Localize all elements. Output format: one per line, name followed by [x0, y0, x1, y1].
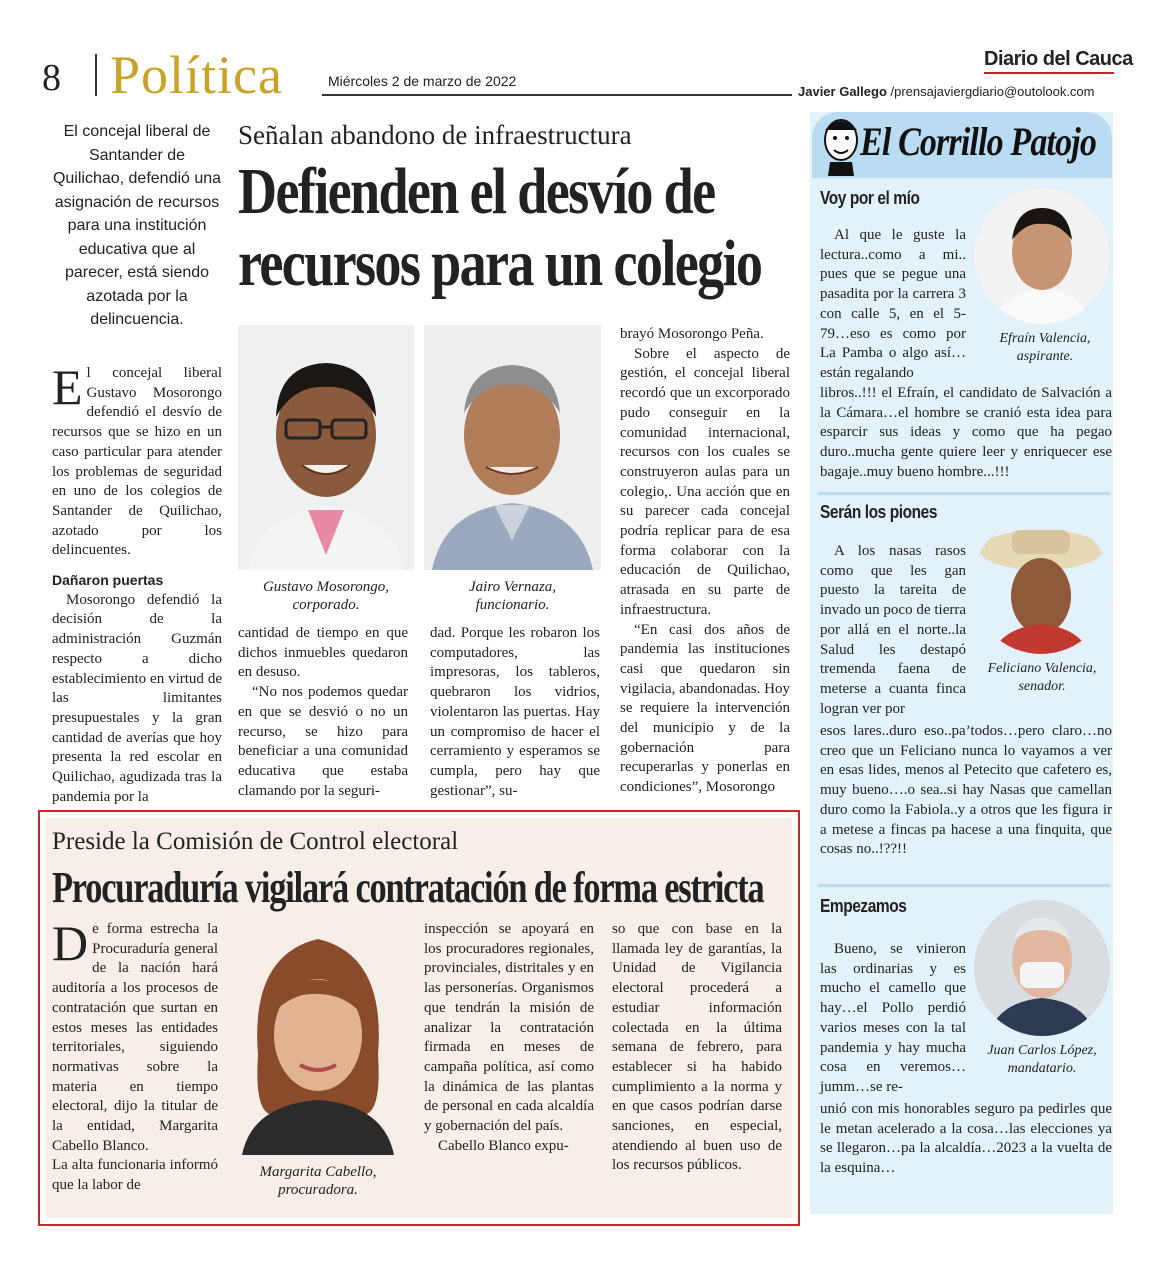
- story2-col1-p2: La alta funcionaria informó que la labor de: [52, 1157, 218, 1194]
- page-number: 8: [42, 57, 61, 99]
- story1-col2-p2: “No nos podemos quedar en que se desvió o no un recurso, se hizo para beneficiar a una comunidad educativa que estaba clamando por la seguri-: [238, 684, 408, 799]
- corrillo-item1-caption-role: aspirante.: [1016, 349, 1074, 364]
- photo-margarita-cabello: [232, 915, 404, 1155]
- story1-subhead: Dañaron puertas: [52, 572, 164, 589]
- corrillo-item2-caption-role: senador.: [1018, 679, 1066, 694]
- story2-col1-p1: e forma estrecha la Procuraduría general de la nación hará auditoría a los procesos de contratación que surtan en estos meses las entidades territoriales, siguiendo normativas sobre la materia en tiempo electoral, dijo la titular de la entidad, Margarita Cabello Blanco.: [52, 921, 218, 1154]
- photo2-caption: [424, 578, 601, 614]
- corrillo-item3-title: Empezamos: [820, 896, 907, 916]
- corrillo-item3-caption-role: mandatario.: [1007, 1061, 1077, 1076]
- corrillo-item1-text-b: libros..!!! el Efraín, el candidato de Salvación a la Cámara…el hombre se cranió esta idea para esparcir sus ideas y como que ha pegao duro..mucha gente quiere leer y enriquecer ese bagaje..muy bueno hombre...!!!: [820, 385, 1112, 480]
- story1-kicker: Señalan abandono de infraestructura: [238, 120, 632, 150]
- newspaper-name: Diario del Cauca: [984, 48, 1133, 70]
- story1-col4-p2: Sobre el aspecto de gestión, el concejal liberal recordó que un excorporado pudo conseguir en la comunidad internacional, recursos con los cuales se construyeron aulas para un colegio,. Una acción que en su parecer cada concejal podría replicar para de esa forma colaborar con la educación de Quilichao, atrasada en su parte de infraestructura.: [620, 345, 790, 618]
- photo1-caption-name: Gustavo Mosorongo,: [262, 579, 390, 595]
- header-rule: [322, 94, 792, 96]
- issue-date: Miércoles 2 de marzo de 2022: [328, 73, 517, 89]
- corrillo-item1-text-a: Al que le guste la lectura..como a mi.. pues que se pegue una pasadita por la carrera 3 con calle 5, en el 5-79…eso es como por La Pamba o algo así…están regalando: [820, 227, 966, 381]
- story2-caption-name: Margarita Cabello,: [259, 1164, 377, 1180]
- story1-headline-line1: Defienden el desvío de: [238, 155, 715, 228]
- corrillo-item1-caption-name: Efraín Valencia,: [999, 331, 1091, 346]
- story2-photo-caption: [232, 1163, 404, 1199]
- story1-col3-p1: dad. Porque les robaron los computadores, las impresoras, los tableros, quebraron los vidrios, violentaron las puertas. Hay un compromiso de hacer el cerramiento y esperamos se cumpla, pero hay que gestionar”, su-: [430, 625, 600, 799]
- photo-gustavo-mosorongo: [238, 325, 414, 570]
- corrillo-item2-caption: [974, 660, 1110, 696]
- corrillo-item1-title: Voy por el mío: [820, 188, 920, 208]
- story1-col4-p1: brayó Mosorongo Peña.: [620, 326, 764, 342]
- corrillo-item3-caption: [974, 1042, 1110, 1078]
- header-divider: [95, 54, 97, 96]
- story2-kicker: Preside la Comisión de Control electoral: [52, 828, 459, 855]
- story2-column-1: [52, 915, 218, 1196]
- story2-col3-p1: so que con base en la llamada ley de garantías, la Unidad de Vigilancia electoral procederá a estudiar información colectada en la última semana de febrero, para establecer si ha habido cumplimiento a la norma y en que casos podrían darse sanciones, en especial, atendiendo al buen uso de los recursos públicos.: [612, 921, 782, 1174]
- story1-headline: [238, 155, 762, 300]
- corrillo-item2-text-b: esos lares..duro eso..pa’todos…pero claro…no creo que un Feliciano nunca lo vayamos a ver en esas lides, menos al Petecito que cafetero es, muy bueno….o sea..si hay Nasas que camellan duro como la Fabiola..y a otros que les figura ir a metese a fincas pa hacese a una finquita, que cosas no..!??!!: [820, 723, 1112, 858]
- corrillo-divider-1: [818, 492, 1110, 495]
- corrillo-item1-caption: [990, 330, 1100, 366]
- corrillo-item2-caption-name: Feliciano Valencia,: [987, 661, 1097, 676]
- photo-juan-carlos-lopez: [974, 900, 1110, 1036]
- story1-headline-line2: recursos para un colegio: [238, 227, 762, 300]
- story2-column-2: [424, 920, 594, 1156]
- corrillo-item2-text-a: A los nasas rasos como que les gan puesto la tareita de invado un poco de tierra por allá en el norte..la Salud les destapó tremenda faena de meterse a cuanta finca logran ver por: [820, 543, 966, 717]
- author-name: Javier Gallego: [798, 84, 887, 99]
- photo-efrain-valencia: [974, 188, 1110, 324]
- story1-dropcap: E: [52, 359, 83, 415]
- portrait-jairo: [424, 325, 601, 570]
- corrillo-title: El Corrillo Patojo: [860, 119, 1096, 164]
- story1-column-4: [620, 325, 790, 798]
- photo-jairo-vernaza: [424, 325, 601, 570]
- story2-col2-p2: Cabello Blanco expu-: [438, 1137, 569, 1154]
- portrait-gustavo: [238, 325, 414, 570]
- photo2-caption-name: Jairo Vernaza,: [469, 579, 556, 595]
- story2-headline: Procuraduría vigilará contratación de forma estricta: [52, 863, 764, 912]
- story1-column-1: [52, 359, 222, 807]
- corrillo-divider-2: [818, 884, 1110, 887]
- corrillo-item3-text-b: unió con mis honorables seguro pa pedirles que le metan acelerado a la cosa…las elecciones ya se llegaron…pa la alcaldía…2023 a la vuelta de la esquina…: [820, 1101, 1112, 1177]
- photo1-caption-role: corporado.: [292, 597, 360, 613]
- corrillo-item3-text-a: Bueno, se vinieron las ordinarias y es mucho el camello que hay…el Pollo perdió varios meses con la tal pandemia y hay mucha cosa en veremos…jumm…se re-: [820, 941, 966, 1095]
- portrait-margarita: [232, 915, 404, 1155]
- story1-column-2: [238, 624, 408, 801]
- section-title: Política: [110, 45, 283, 105]
- photo-feliciano-valencia: [972, 516, 1110, 654]
- story1-col1-p2: Mosorongo defendió la decisión de la administración Guzmán respecto a dicho establecimiento en virtud de las limitantes presupuestales y la gran cantidad de averías que hoy presenta la red escolar en Quilichao, agudizada tras la pandemia por la: [52, 591, 222, 805]
- author-credit: [798, 84, 1095, 99]
- story2-col2-p1: inspección se apoyará en los procuradores regionales, provinciales, distritales y en las personerías. Organismos que tendrán la misión de analizar la contratación firmada en meses de campaña política, así como la dinámica de las plantas de personal en cada alcaldía y gobernación del país.: [424, 921, 594, 1135]
- story2-caption-role: procuradora.: [278, 1182, 358, 1198]
- author-email: /prensajaviergdiario@outolook.com: [890, 84, 1095, 99]
- story2-column-3: [612, 920, 782, 1176]
- corrillo-item3-caption-name: Juan Carlos López,: [987, 1043, 1097, 1058]
- story1-column-3: [430, 624, 600, 801]
- story1-col2-p1: cantidad de tiempo en que dichos inmuebles quedaron en desuso.: [238, 625, 408, 681]
- corrillo-item2-title: Serán los piones: [820, 502, 938, 522]
- story1-lead: El concejal liberal de Santander de Quilichao, defendió una asignación de recursos para una institución educativa que al parecer, está siendo azotada por la delincuencia.: [52, 123, 222, 328]
- story1-col4-p3: “En casi dos años de pandemia las instituciones casi que quedaron sin vigilacia, abandonadas. Hoy se requiere la intervención del municipio y de la gobernación para recuperarlas y ponerlas en condiciones”, Mosorongo: [620, 621, 790, 796]
- story2-dropcap: D: [52, 915, 89, 971]
- photo1-caption: [238, 578, 414, 614]
- newspaper-underline: [984, 72, 1114, 74]
- photo2-caption-role: funcionario.: [475, 597, 550, 613]
- story1-col1-p1: l concejal liberal Gustavo Mosorongo defendió el desvío de recursos que se hizo en un caso particular para atender los problemas de seguridad en uno de los colegios de Santander de Quilichao, azotado por los delincuentes.: [52, 365, 222, 559]
